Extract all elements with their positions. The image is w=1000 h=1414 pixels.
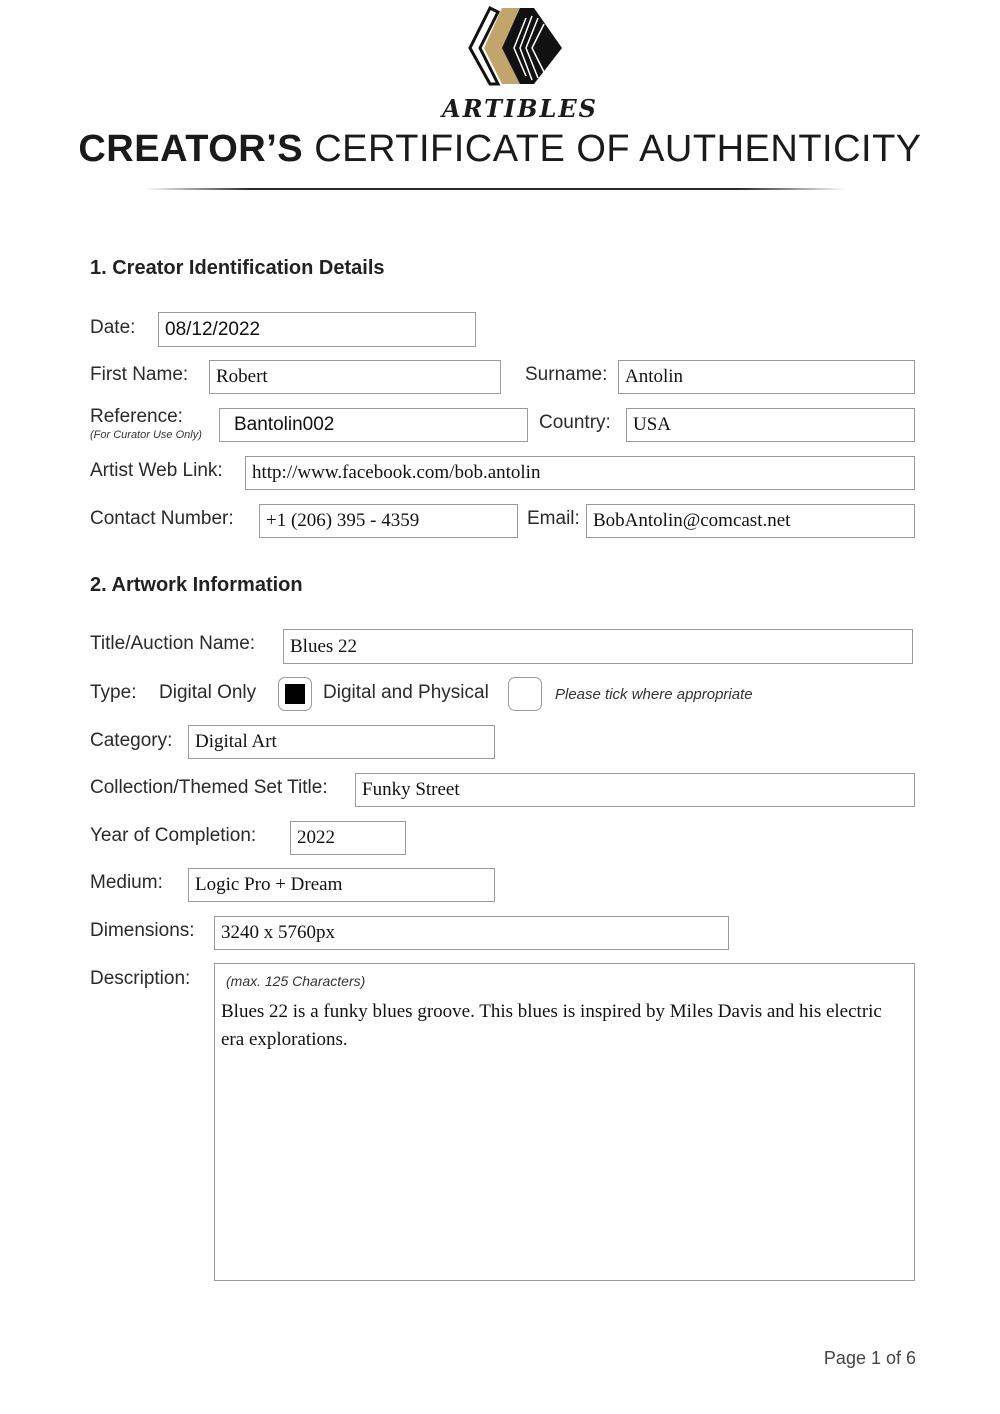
section-heading-artwork: 2. Artwork Information <box>90 574 303 596</box>
reference-label: Reference: <box>90 406 183 427</box>
digital-and-physical-checkbox[interactable] <box>508 677 542 711</box>
email-field[interactable]: BobAntolin@comcast.net <box>586 504 915 538</box>
description-hint: (max. 125 Characters) <box>226 973 366 989</box>
type-hint: Please tick where appropriate <box>555 686 753 703</box>
country-field[interactable]: USA <box>626 408 915 442</box>
type-digital-physical-label: Digital and Physical <box>323 682 489 703</box>
surname-label: Surname: <box>525 364 608 385</box>
contact-number-label: Contact Number: <box>90 508 234 529</box>
checkbox-check-mark <box>285 684 305 704</box>
first-name-label: First Name: <box>90 364 189 385</box>
collection-field[interactable]: Funky Street <box>355 773 915 807</box>
web-link-label: Artist Web Link: <box>90 460 223 481</box>
reference-sublabel: (For Curator Use Only) <box>90 429 202 441</box>
artibles-logo-icon <box>468 4 568 88</box>
dimensions-field[interactable]: 3240 x 5760px <box>214 916 729 950</box>
contact-number-field[interactable]: +1 (206) 395 - 4359 <box>259 504 518 538</box>
title-field[interactable]: Blues 22 <box>283 629 913 664</box>
year-field[interactable]: 2022 <box>290 821 406 855</box>
category-label: Category: <box>90 730 173 751</box>
category-field[interactable]: Digital Art <box>188 725 495 759</box>
surname-field[interactable]: Antolin <box>618 360 915 394</box>
year-label: Year of Completion: <box>90 825 257 846</box>
first-name-field[interactable]: Robert <box>209 360 501 394</box>
description-textarea[interactable] <box>214 963 915 1281</box>
section-heading-creator: 1. Creator Identification Details <box>90 257 385 279</box>
title-rest: CERTIFICATE OF AUTHENTICITY <box>314 128 922 170</box>
web-link-field[interactable]: http://www.facebook.com/bob.antolin <box>245 456 915 490</box>
country-label: Country: <box>539 412 611 433</box>
medium-label: Medium: <box>90 872 163 893</box>
email-label: Email: <box>527 508 580 529</box>
reference-field[interactable]: Bantolin002 <box>219 408 528 442</box>
date-label: Date: <box>90 317 136 338</box>
header-divider <box>145 188 845 190</box>
type-label: Type: <box>90 682 137 703</box>
brand-name: ARTIBLES <box>441 94 598 123</box>
type-digital-only-label: Digital Only <box>159 682 257 703</box>
page-title <box>0 128 1000 171</box>
description-text: Blues 22 is a funky blues groove. This blues is inspired by Miles Davis and his electric era explorations. <box>221 1001 882 1050</box>
description-label: Description: <box>90 968 191 989</box>
page-number: Page 1 of 6 <box>823 1348 916 1368</box>
date-field[interactable]: 08/12/2022 <box>158 312 476 347</box>
digital-only-checkbox[interactable] <box>278 677 312 711</box>
dimensions-label: Dimensions: <box>90 920 195 941</box>
title-label: Title/Auction Name: <box>90 633 256 654</box>
medium-field[interactable]: Logic Pro + Dream <box>188 868 495 902</box>
collection-label: Collection/Themed Set Title: <box>90 777 328 798</box>
title-bold: CREATOR’S <box>78 128 304 170</box>
